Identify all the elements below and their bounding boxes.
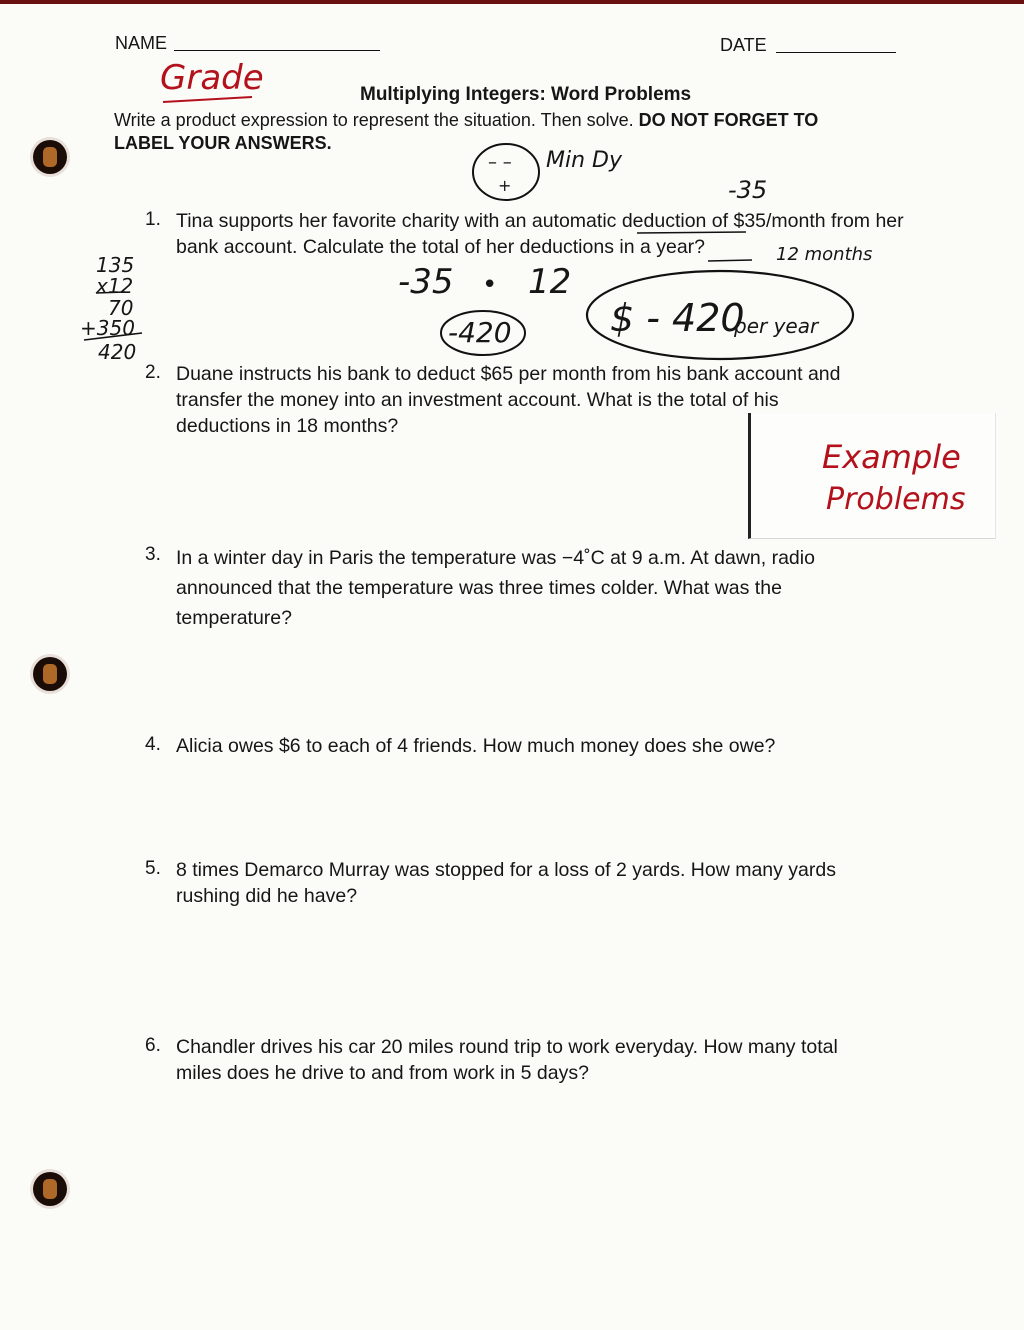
- face-sign-marks: – –: [488, 152, 512, 173]
- date-label: DATE: [720, 35, 767, 55]
- worksheet-title: Multiplying Integers: Word Problems: [360, 84, 692, 105]
- grade-underline: [163, 97, 252, 102]
- expression-dot: •: [482, 270, 498, 300]
- question-4-text: Alicia owes $6 to each of 4 friends. How much money does she owe?: [176, 735, 776, 757]
- instructions-bold-1: DO NOT FORGET TO: [638, 110, 819, 130]
- question-1-text: Tina supports her favorite charity with an automatic deduction of $35/month from her bank account. Calculate the total of her deductions in a year?: [176, 210, 904, 258]
- calc-multiplicand: 135: [96, 253, 135, 277]
- question-6-number: 6.: [145, 1035, 161, 1056]
- twelve-months-note: 12 months: [776, 244, 873, 265]
- example-label-line-1: Example: [822, 438, 961, 476]
- question-6-text: Chandler drives his car 20 miles round trip to work everyday. How many total miles does he drive to and from work in 5 days?: [176, 1036, 838, 1084]
- circled-result: -420: [448, 316, 512, 349]
- question-4-number: 4.: [145, 734, 161, 755]
- calc-partial-2: +350: [80, 316, 135, 340]
- grade-handwriting: Grade: [160, 58, 264, 98]
- calc-multiplier: x12: [96, 274, 134, 298]
- question-2-text: Duane instructs his bank to deduct $65 per month from his bank account and transfer the money into an investment account. What is the total of his deductions in 18 months?: [176, 363, 841, 437]
- question-2-number: 2.: [145, 362, 161, 383]
- final-answer: $ - 420: [610, 296, 745, 340]
- expression-right: 12: [528, 262, 572, 302]
- calc-total: 420: [98, 340, 137, 364]
- question-1-number: 1.: [145, 209, 161, 230]
- min-dy-note: Min Dy: [546, 148, 622, 173]
- deduction-underline: [637, 232, 746, 233]
- face-plus-mark: +: [498, 176, 512, 195]
- instructions-plain: Write a product expression to represent the situation. Then solve.: [114, 110, 634, 130]
- neg35-note: -35: [728, 176, 768, 204]
- instructions-line-2: LABEL YOUR ANSWERS.: [114, 133, 332, 153]
- name-label: NAME: [115, 33, 168, 53]
- question-5-text: 8 times Demarco Murray was stopped for a loss of 2 yards. How many yards rushing did he have?: [176, 859, 836, 907]
- question-3-text: In a winter day in Paris the temperature was −4˚C at 9 a.m. At dawn, radio announced that the temperature was three times colder. What was the temperature?: [176, 547, 815, 629]
- example-label-line-2: Problems: [826, 482, 966, 517]
- final-answer-suffix: per year: [734, 314, 819, 338]
- question-5-number: 5.: [145, 858, 161, 879]
- expression-left: -35: [398, 262, 454, 302]
- question-3-number: 3.: [145, 544, 161, 565]
- calc-partial-1: 70: [108, 296, 134, 320]
- year-underline: [708, 260, 752, 261]
